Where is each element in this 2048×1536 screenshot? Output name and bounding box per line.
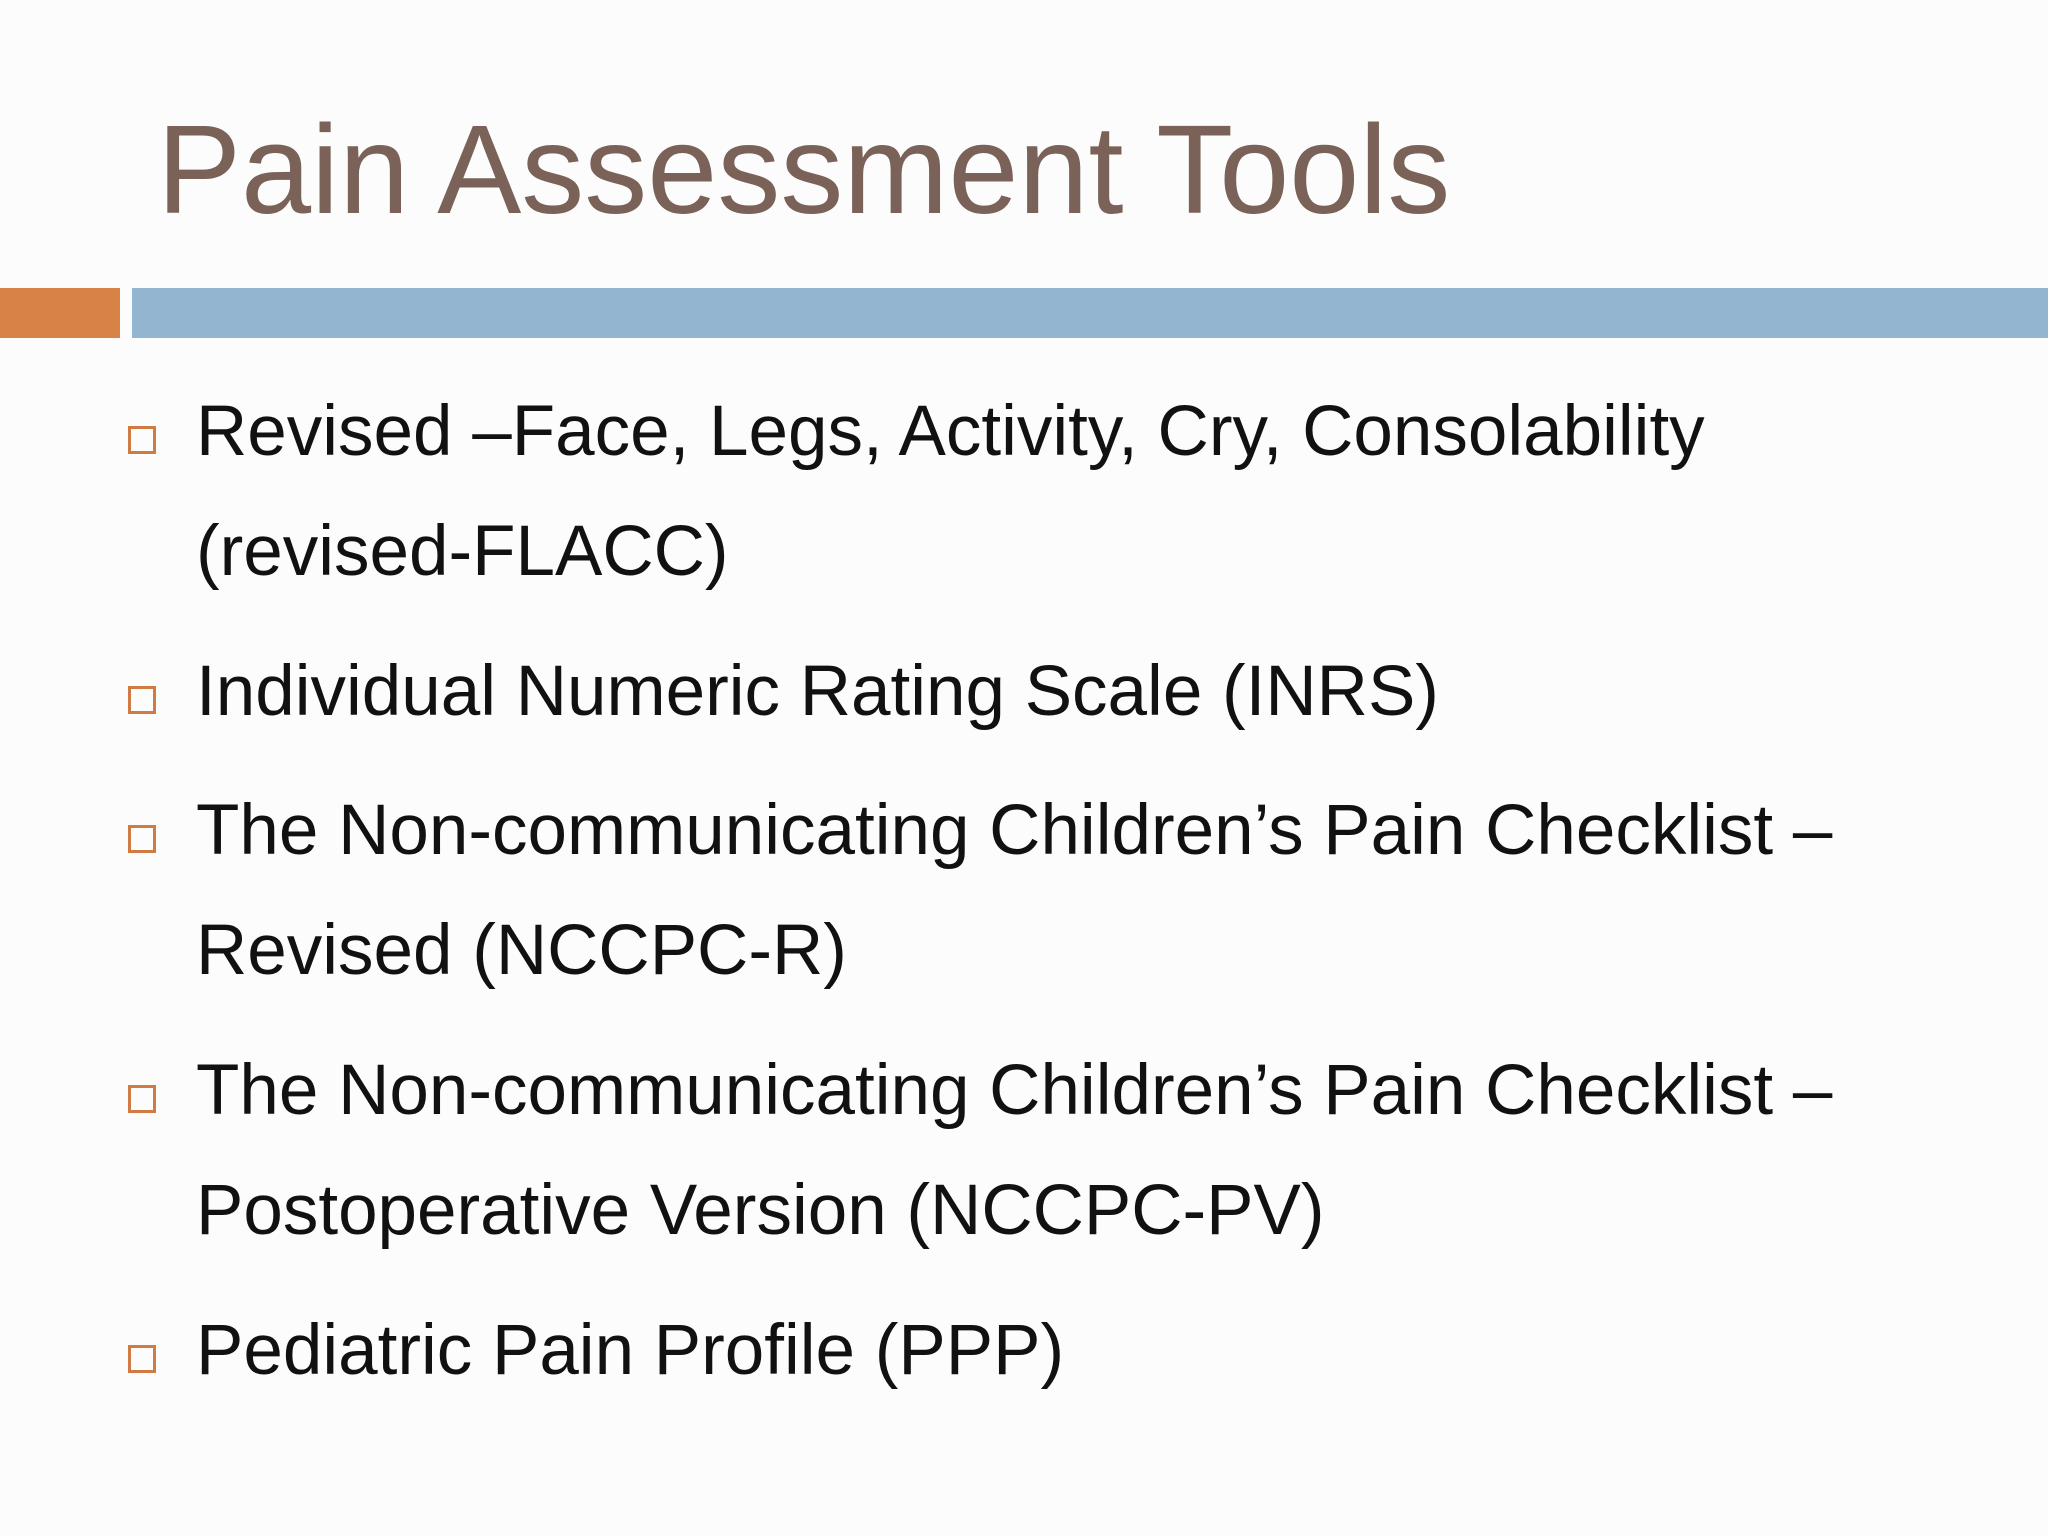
hollow-square-bullet-icon <box>128 1085 156 1113</box>
bullet-line: Revised (NCCPC-R) <box>196 911 847 990</box>
hollow-square-bullet-icon <box>128 825 156 853</box>
bullet-line: Individual Numeric Rating Scale (INRS) <box>196 652 1439 731</box>
bullet-text-ppp <box>196 1291 1996 1411</box>
bullet-line: (revised-FLACC) <box>196 512 729 591</box>
hollow-square-bullet-icon <box>128 1345 156 1373</box>
hollow-square-bullet-icon <box>128 686 156 714</box>
bullet-line: Postoperative Version (NCCPC-PV) <box>196 1171 1325 1250</box>
bullet-text-nccpc-r <box>196 771 1996 1011</box>
bullet-line: The Non-communicating Children’s Pain Checklist – <box>196 791 1833 870</box>
bullet-line: Revised –Face, Legs, Activity, Cry, Consolability <box>196 392 1705 471</box>
slide-title: Pain Assessment Tools <box>157 99 1451 240</box>
hollow-square-bullet-icon <box>128 426 156 454</box>
bullet-line: The Non-communicating Children’s Pain Checklist – <box>196 1051 1833 1130</box>
bullet-text-flacc <box>196 372 1996 612</box>
bullet-text-nccpc-pv <box>196 1031 1996 1271</box>
bullet-line: Pediatric Pain Profile (PPP) <box>196 1311 1065 1390</box>
bullet-text-inrs <box>196 632 1996 752</box>
